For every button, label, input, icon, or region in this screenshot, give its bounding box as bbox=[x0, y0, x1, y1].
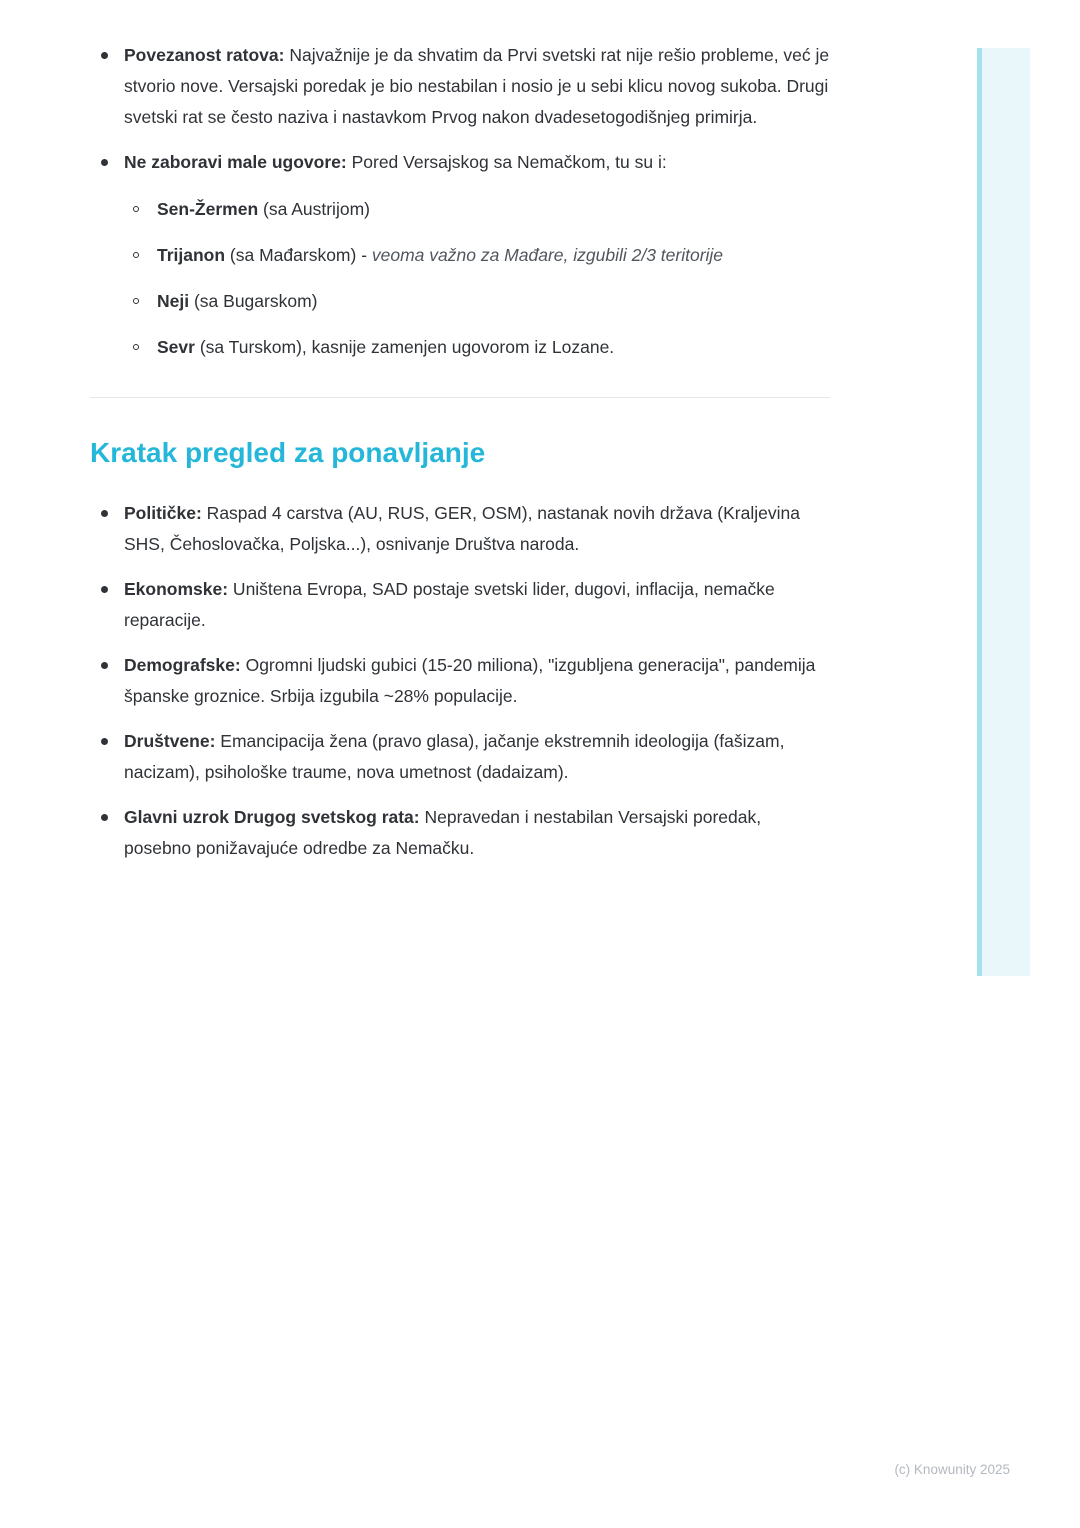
list-item-bold-label: Političke: bbox=[124, 503, 202, 523]
list-item-demografske bbox=[90, 650, 830, 712]
sublist-item-trijanon bbox=[124, 240, 830, 271]
sublist-item-bold-label: Sevr bbox=[157, 337, 195, 357]
sublist-item-neji bbox=[124, 286, 830, 317]
bullet-icon bbox=[101, 159, 108, 166]
list-item-text: Uništena Evropa, SAD postaje svetski lider, dugovi, inflacija, nemačke reparacije. bbox=[124, 579, 775, 630]
list-item-text: Emancipacija žena (pravo glasa), jačanje ekstremnih ideologija (fašizam, nacizam), psihološke traume, nova umetnost (dadaizam). bbox=[124, 731, 785, 782]
list-item-text: Nepravedan i nestabilan Versajski poredak, posebno ponižavajuće odredbe za Nemačku. bbox=[124, 807, 762, 858]
document-content bbox=[90, 40, 830, 864]
sublist-item-sen-zermen bbox=[124, 194, 830, 225]
sublist-item-text: (sa Mađarskom) - bbox=[225, 245, 372, 265]
circle-bullet-icon bbox=[133, 298, 139, 304]
sublist-item-sevr bbox=[124, 332, 830, 363]
list-item-text: Najvažnije je da shvatim da Prvi svetski rat nije rešio probleme, već je stvorio nove. Versajski poredak je bio nestabilan i nosio je u sebi klicu novog sukoba. Drugi svetski rat se često naziva i nastavkom Prvog nakon dvadesetogodišnjeg primirja. bbox=[124, 45, 830, 127]
circle-bullet-icon bbox=[133, 206, 139, 212]
treaties-sublist bbox=[124, 194, 830, 363]
list-item-glavni-uzrok bbox=[90, 802, 830, 864]
bullet-icon bbox=[101, 510, 108, 517]
list-item-povezanost-ratova bbox=[90, 40, 830, 133]
circle-bullet-icon bbox=[133, 252, 139, 258]
sublist-item-bold-label: Trijanon bbox=[157, 245, 226, 265]
page-edge-accent-line bbox=[977, 48, 982, 976]
list-item-bold-label: Ne zaboravi male ugovore: bbox=[124, 152, 347, 172]
sublist-item-text: (sa Austrijom) bbox=[258, 199, 370, 219]
list-item-politicke bbox=[90, 498, 830, 560]
list-item-ekonomske bbox=[90, 574, 830, 636]
list-item-text: Raspad 4 carstva (AU, RUS, GER, OSM), nastanak novih država (Kraljevina SHS, Čehoslovačka, Poljska...), osnivanje Društva naroda. bbox=[124, 503, 800, 554]
bullet-icon bbox=[101, 814, 108, 821]
list-item-bold-label: Društvene: bbox=[124, 731, 216, 751]
circle-bullet-icon bbox=[133, 344, 139, 350]
sublist-item-text: (sa Bugarskom) bbox=[189, 291, 318, 311]
bullet-icon bbox=[101, 586, 108, 593]
section-divider bbox=[90, 397, 830, 398]
list-item-drustvene bbox=[90, 726, 830, 788]
list-item-bold-label: Povezanost ratova: bbox=[124, 45, 285, 65]
list-item-text: Pored Versajskog sa Nemačkom, tu su i: bbox=[346, 152, 667, 172]
bullet-icon bbox=[101, 52, 108, 59]
page-edge-strip bbox=[977, 48, 1030, 976]
list-item-bold-label: Glavni uzrok Drugog svetskog rata: bbox=[124, 807, 420, 827]
list-item-text: Ogromni ljudski gubici (15-20 miliona), "izgubljena generacija", pandemija španske groznice. Srbija izgubila ~28% populacije. bbox=[124, 655, 816, 706]
bullet-icon bbox=[101, 662, 108, 669]
list-item-bold-label: Ekonomske: bbox=[124, 579, 229, 599]
sublist-item-bold-label: Neji bbox=[157, 291, 190, 311]
sublist-item-bold-label: Sen-Žermen bbox=[157, 199, 259, 219]
review-list bbox=[90, 498, 830, 864]
bullet-icon bbox=[101, 738, 108, 745]
list-item-bold-label: Demografske: bbox=[124, 655, 241, 675]
notes-list-top bbox=[90, 40, 830, 363]
section-heading: Kratak pregled za ponavljanje bbox=[90, 437, 486, 468]
list-item-male-ugovore bbox=[90, 147, 830, 363]
sublist-item-italic-note: veoma važno za Mađare, izgubili 2/3 teritorije bbox=[371, 245, 724, 265]
footer-copyright: (c) Knowunity 2025 bbox=[894, 1462, 1010, 1477]
sublist-item-text: (sa Turskom), kasnije zamenjen ugovorom iz Lozane. bbox=[194, 337, 615, 357]
